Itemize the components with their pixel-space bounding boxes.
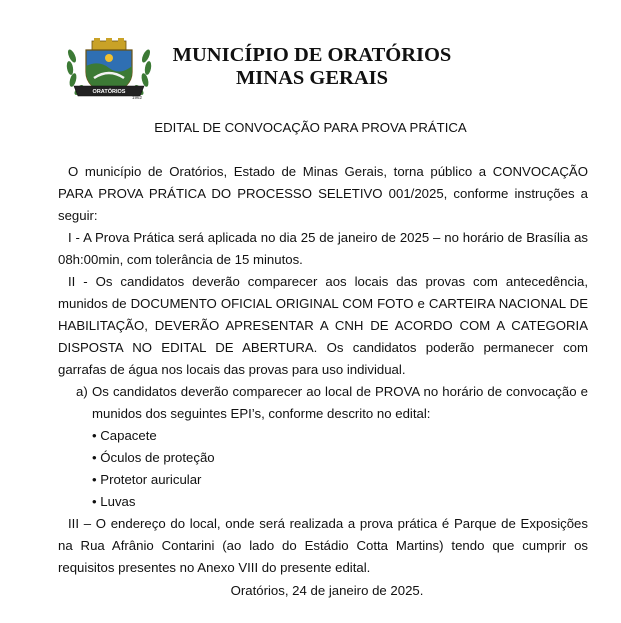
- crest-ribbon-label: ORATÓRIOS: [92, 89, 126, 95]
- item-iii-paragraph: III – O endereço do local, onde será realizada a prova prática é Parque de Exposições na Rua Afrânio Contarini (ao lado do Estádio Cotta Martins) tendo que cumprir os requisitos presentes no Anexo VIII do presente edital.: [58, 516, 588, 575]
- letterhead: [64, 36, 584, 100]
- item-ii-paragraph: II - Os candidatos deverão comparecer aos locais das provas com antecedência, munidos de DOCUMENTO OFICIAL ORIGINAL COM FOTO e CARTEIRA NACIONAL DE HABILITAÇÃO, DEVERÃO APRESENTAR A CNH DE ACORDO COM A CATEGORIA DISPOSTA NO EDITAL DE ABERTURA. Os candidatos poderão permanecer com garrafas de água nos locais das provas para uso individual.: [58, 274, 588, 377]
- municipality-title: MUNICÍPIO DE ORATÓRIOS: [172, 44, 452, 66]
- list-item: • Capacete: [92, 428, 157, 443]
- crest-year: 1962: [131, 95, 143, 100]
- sub-item-a-marker: a): [76, 384, 88, 399]
- sub-item-a-text: Os candidatos deverão comparecer ao local de PROVA no horário de convocação e munidos dos seguintes EPI’s, conforme descrito no edital:: [92, 384, 588, 421]
- list-item: • Luvas: [92, 494, 136, 509]
- document-title: EDITAL DE CONVOCAÇÃO PARA PROVA PRÁTICA: [154, 120, 467, 135]
- list-item: • Óculos de proteção: [92, 450, 215, 465]
- date-line: Oratórios, 24 de janeiro de 2025.: [230, 583, 424, 598]
- municipal-crest-icon: [64, 38, 154, 100]
- state-title: MINAS GERAIS: [235, 67, 389, 89]
- epi-list: [92, 425, 588, 513]
- item-i-paragraph: I - A Prova Prática será aplicada no dia 25 de janeiro de 2025 – no horário de Brasília as 08h:00min, com tolerância de 15 minutos.: [58, 230, 588, 267]
- letterhead-titles: [162, 44, 462, 90]
- sub-item-a: [76, 381, 588, 425]
- intro-paragraph: O município de Oratórios, Estado de Minas Gerais, torna público a CONVOCAÇÃO PARA PROVA PRÁTICA DO PROCESSO SELETIVO 001/2025, conforme instruções a seguir:: [58, 164, 588, 223]
- list-item: • Protetor auricular: [92, 472, 202, 487]
- document-body: [58, 161, 588, 579]
